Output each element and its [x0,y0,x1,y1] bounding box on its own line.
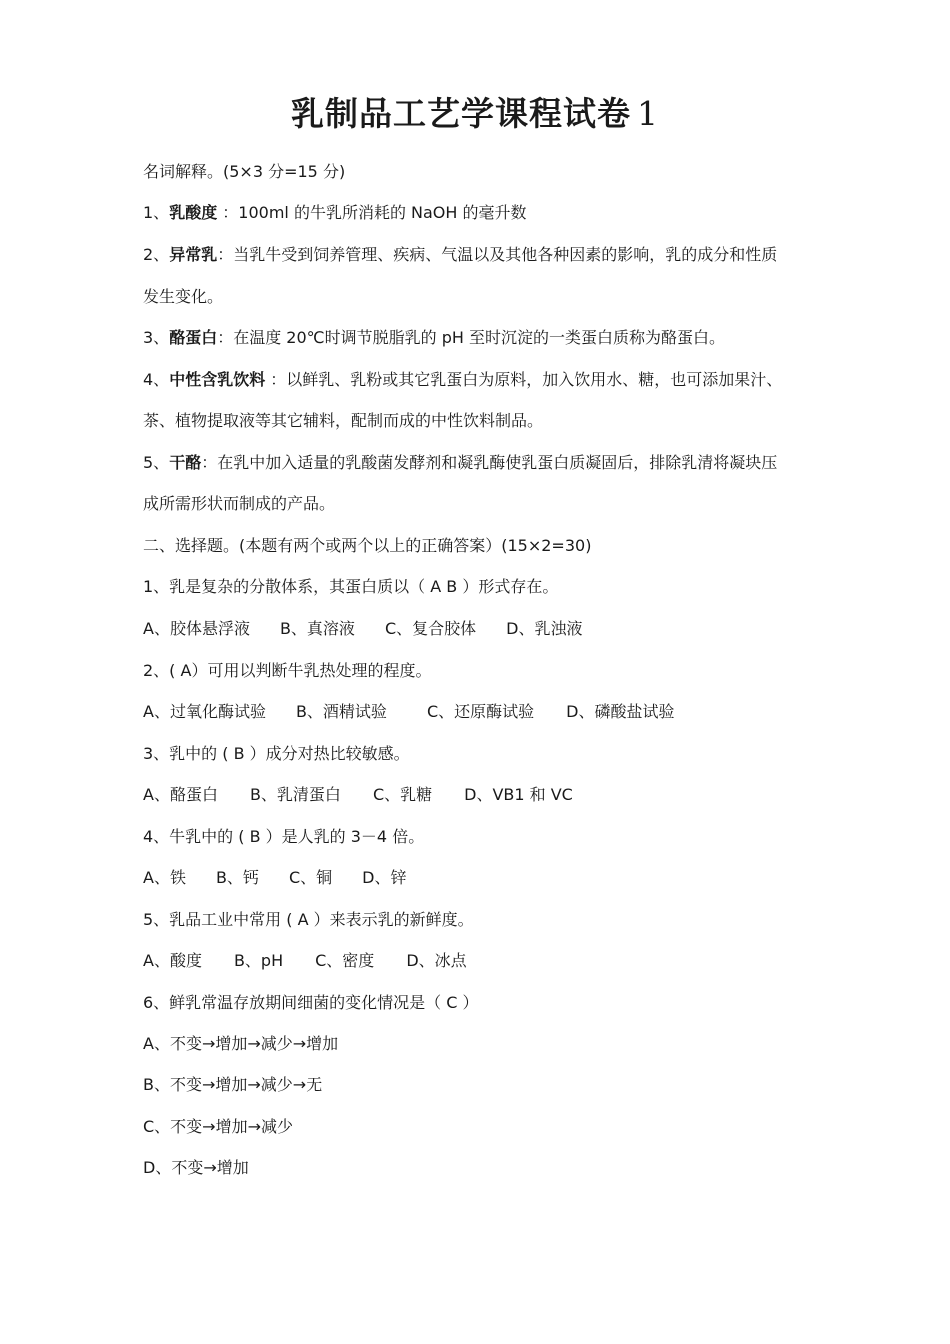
option-c: C、还原酶试验 [426,702,535,721]
option-d: D、冰点 [406,951,467,970]
question-2-options [143,700,674,724]
option-d: D、磷酸盐试验 [566,702,675,721]
option-c: C、铜 [288,868,333,887]
definition-5 [143,451,777,475]
question-4-options [143,866,406,890]
question-3-options [143,783,573,807]
definition-2-continued: 发生变化。 [143,287,224,306]
definition-text: ：在温度 20℃时调节脱脂乳的 pH 至时沉淀的一类蛋白质称为酪蛋白。 [217,328,725,347]
question-1: 1、乳是复杂的分散体系，其蛋白质以（ A B ）形式存在。 [143,577,559,596]
definition-text: ：以鲜乳、乳粉或其它乳蛋白为原料，加入饮用水、糖，也可添加果汁、 [265,370,783,389]
title-number: 1 [637,94,659,133]
option-b: B、真溶液 [279,619,355,638]
option-b: B、乳清蛋白 [249,785,341,804]
definition-3 [143,326,725,350]
term-neutral-milk-beverage: 中性含乳饮料 [169,370,266,389]
option-c: C、复合胶体 [384,619,477,638]
definition-4 [143,368,782,392]
question-3: 3、乳中的 ( B ）成分对热比较敏感。 [143,744,410,763]
option-c: C、密度 [315,951,375,970]
item-prefix: 5、 [143,453,170,472]
option-b: B、酒精试验 [295,702,387,721]
option-a: A、胶体悬浮液 [143,619,250,638]
definition-5-continued: 成所需形状而制成的产品。 [143,494,336,513]
question-2: 2、( A）可用以判断牛乳热处理的程度。 [143,661,432,680]
definition-1 [143,201,527,225]
section1-heading: 名词解释。(5×3 分=15 分) [143,162,346,181]
term-casein: 酪蛋白 [169,328,218,347]
item-prefix: 1、 [143,203,170,222]
page-title [0,88,950,135]
item-prefix: 4、 [143,370,170,389]
definition-text: ：在乳中加入适量的乳酸菌发酵剂和凝乳酶使乳蛋白质凝固后，排除乳清将凝块压 [201,453,778,472]
definition-2 [143,243,777,267]
question-6-option-a: A、不变→增加→减少→增加 [143,1034,339,1053]
question-6: 6、鲜乳常温存放期间细菌的变化情况是（ C ） [143,993,479,1012]
definition-4-continued: 茶、植物提取液等其它辅料，配制而成的中性饮料制品。 [143,411,544,430]
term-abnormal-milk: 异常乳 [169,245,218,264]
option-d: D、VB1 和 VC [464,785,573,804]
question-1-options [143,617,582,641]
question-6-option-d: D、不变→增加 [143,1158,249,1177]
definition-text: ：100ml 的牛乳所消耗的 NaOH 的毫升数 [217,203,527,222]
term-cheese: 干酪 [169,453,202,472]
option-d: D、乳浊液 [506,619,583,638]
option-b: B、钙 [215,868,259,887]
item-prefix: 2、 [143,245,170,264]
question-6-option-b: B、不变→增加→减少→无 [143,1075,323,1094]
option-a: A、铁 [143,868,186,887]
option-a: A、过氧化酶试验 [143,702,266,721]
question-5-options [143,949,467,973]
title-text: 乳制品工艺学课程试卷 [291,94,631,133]
question-4: 4、牛乳中的 ( B ）是人乳的 3－4 倍。 [143,827,425,846]
definition-text: ：当乳牛受到饲养管理、疾病、气温以及其他各种因素的影响，乳的成分和性质 [217,245,778,264]
option-b: B、pH [233,951,284,970]
term-lactic-acidity: 乳酸度 [169,203,218,222]
option-d: D、锌 [362,868,407,887]
section2-heading: 二、选择题。(本题有两个或两个以上的正确答案）(15×2=30) [143,536,592,555]
option-c: C、乳糖 [372,785,433,804]
question-5: 5、乳品工业中常用 ( A ）来表示乳的新鲜度。 [143,910,474,929]
question-6-option-c: C、不变→增加→减少 [143,1117,293,1136]
item-prefix: 3、 [143,328,170,347]
option-a: A、酪蛋白 [143,785,218,804]
option-a: A、酸度 [143,951,202,970]
